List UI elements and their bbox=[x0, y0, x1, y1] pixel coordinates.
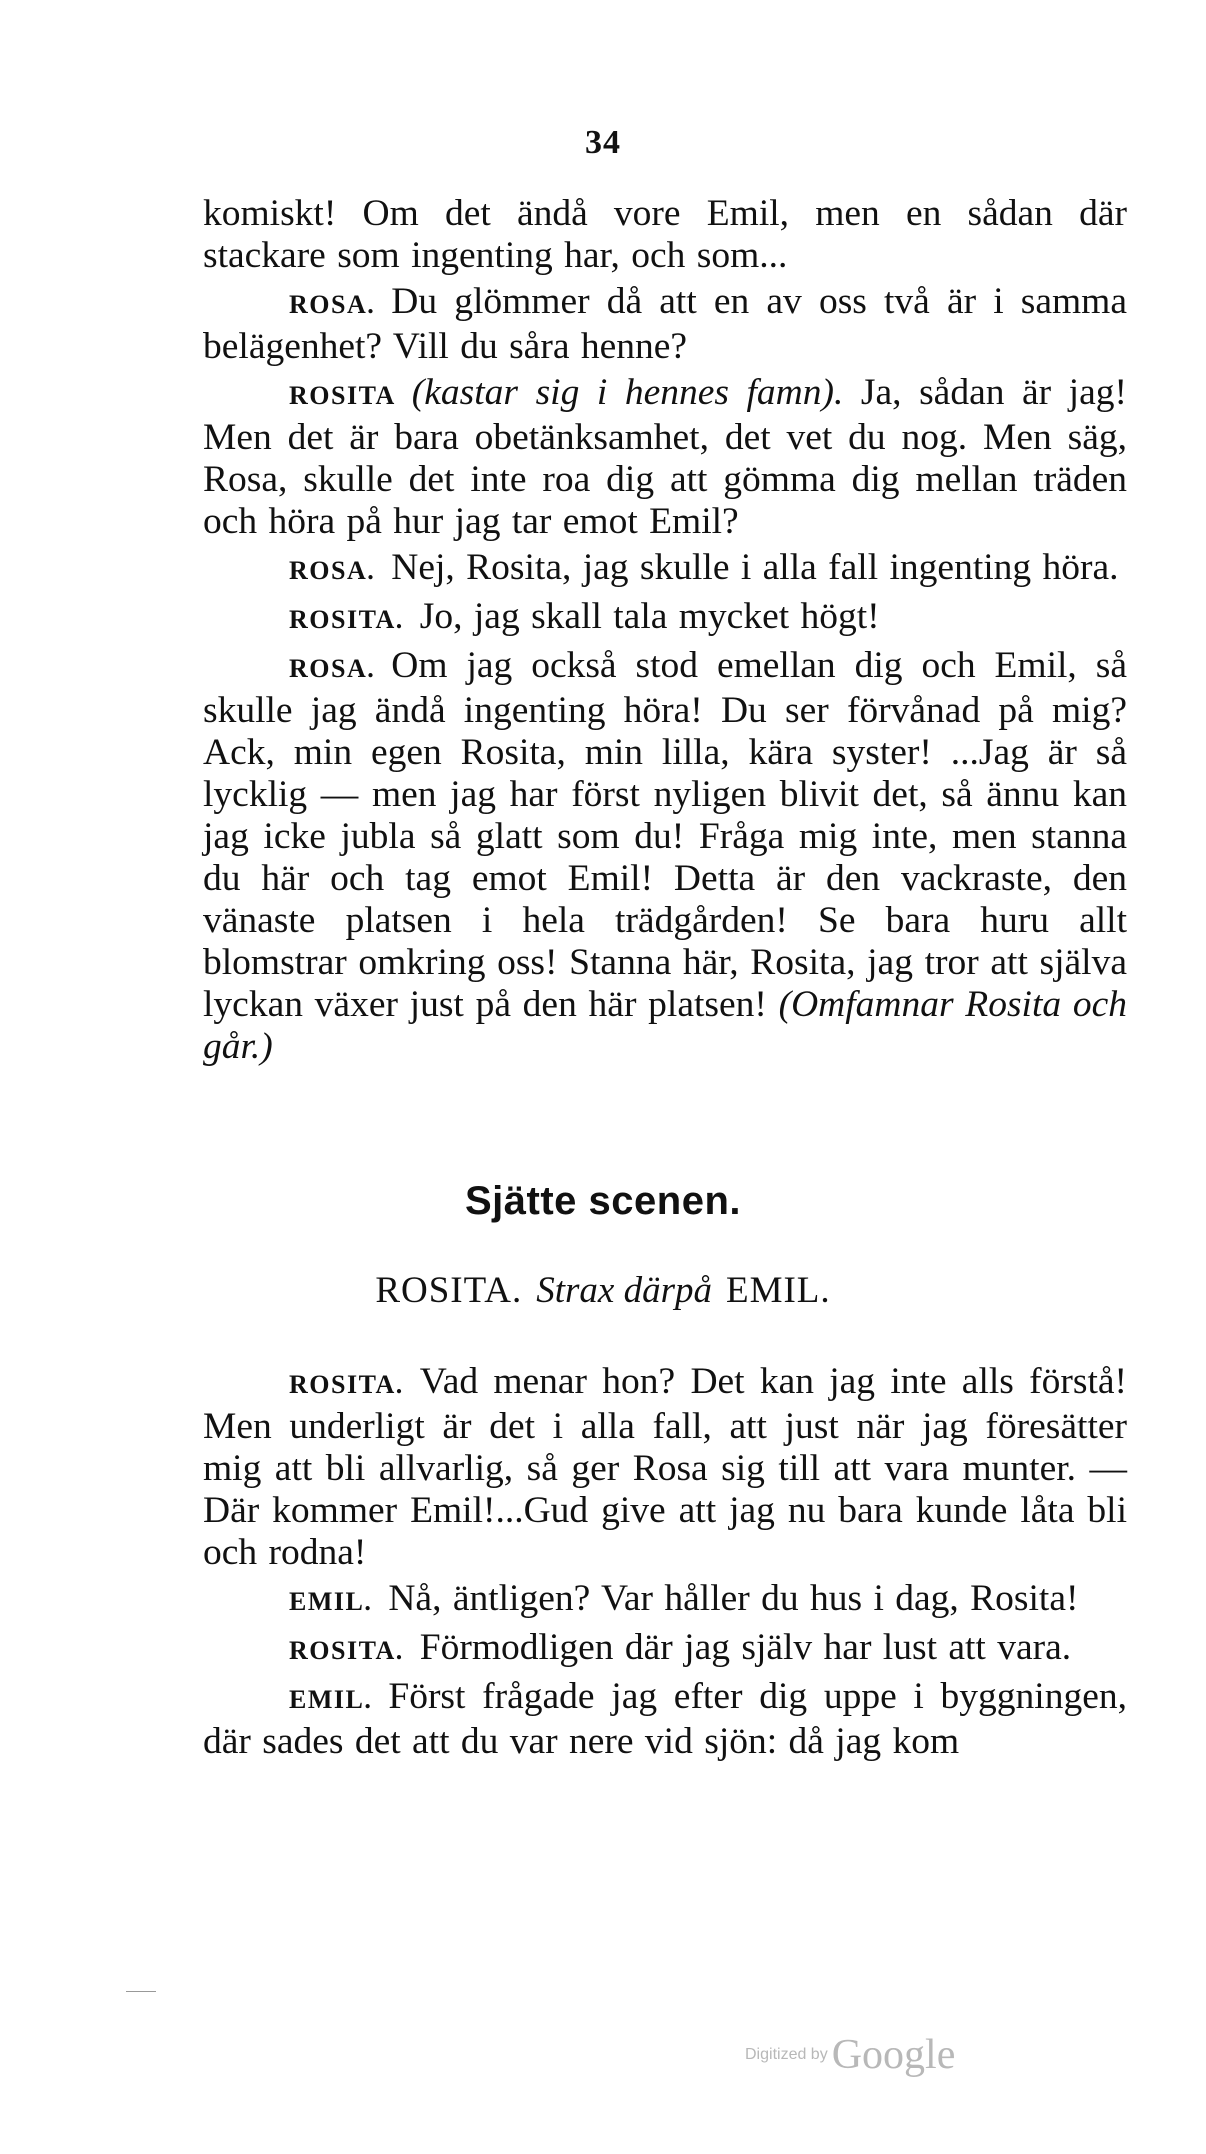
cast-name: ROSITA. bbox=[375, 1270, 523, 1311]
stage-direction: (kastar sig i hennes famn). bbox=[411, 372, 844, 413]
speaker-name: ROSA. bbox=[289, 654, 376, 683]
scene-cast-line bbox=[0, 1269, 1206, 1312]
dialogue-paragraph bbox=[203, 547, 1127, 592]
margin-mark bbox=[126, 1991, 156, 1992]
dialogue-paragraph bbox=[203, 645, 1127, 1068]
speaker-name: ROSITA bbox=[289, 381, 396, 410]
dialogue-paragraph bbox=[203, 193, 1127, 277]
dialogue-paragraph bbox=[203, 596, 1127, 641]
dialogue-paragraph bbox=[203, 372, 1127, 543]
speaker-name: ROSA. bbox=[289, 556, 376, 585]
dialogue-section-before-scene bbox=[203, 193, 1127, 1068]
speaker-name: ROSITA. bbox=[289, 605, 404, 634]
paragraph-text: Nå, äntligen? Var håller du hus i dag, Rosita! bbox=[388, 1578, 1079, 1619]
stage-direction: (Omfamnar Rosita och går.) bbox=[203, 984, 1127, 1067]
paragraph-text: Om jag också stod emellan dig och Emil, så skulle jag ändå ingenting höra! Du ser förvånad på mig? Ack, min egen Rosita, min lilla, kära syster! ...Jag är så lycklig — men jag har först nyligen blivit det, så ännu kan jag icke jubla så glatt som du! Fråga mig inte, men stanna du här och tag emot Emil! Detta är den vackraste, den vänaste platsen i hela trädgården! Se bara huru allt blomstrar omkring oss! Stanna här, Rosita, jag tror att själva lyckan växer just på den här platsen! bbox=[203, 645, 1127, 1025]
watermark-prefix: Digitized by bbox=[745, 2046, 828, 2063]
paragraph-text: Du glömmer då att en av oss två är i samma belägenhet? Vill du såra henne? bbox=[203, 281, 1127, 367]
dialogue-paragraph bbox=[203, 1676, 1127, 1763]
speaker-name: ROSA. bbox=[289, 290, 376, 319]
dialogue-section-after-scene bbox=[203, 1357, 1127, 1763]
speaker-name: ROSITA. bbox=[289, 1636, 404, 1665]
page-number: 34 bbox=[585, 124, 621, 161]
watermark-brand: Google bbox=[831, 2032, 956, 2078]
paragraph-text: Ja, sådan är jag! Men det är bara obetänksamhet, det vet du nog. Men säg, Rosa, skulle det inte roa dig att gömma dig mellan träden och höra på hur jag tar emot Emil? bbox=[203, 372, 1127, 542]
digitization-watermark bbox=[745, 2031, 955, 2079]
paragraph-text: komiskt! Om det ändå vore Emil, men en sådan där stackare som ingenting har, och som... bbox=[203, 193, 1127, 276]
dialogue-paragraph bbox=[203, 1578, 1127, 1623]
paragraph-text: Nej, Rosita, jag skulle i alla fall ingenting höra. bbox=[391, 547, 1119, 588]
cast-name: EMIL. bbox=[725, 1270, 831, 1311]
cast-stage-direction: Strax därpå bbox=[536, 1270, 712, 1311]
dialogue-paragraph bbox=[203, 1627, 1127, 1672]
speaker-name: ROSITA. bbox=[289, 1370, 404, 1399]
scene-heading: Sjätte scenen. bbox=[464, 1179, 741, 1223]
paragraph-text: Förmodligen där jag själv har lust att vara. bbox=[419, 1627, 1072, 1668]
speaker-name: EMIL. bbox=[289, 1587, 373, 1616]
speaker-name: EMIL. bbox=[289, 1685, 373, 1714]
dialogue-paragraph bbox=[203, 281, 1127, 368]
dialogue-paragraph bbox=[203, 1361, 1127, 1574]
paragraph-text: Vad menar hon? Det kan jag inte alls förstå! Men underligt är det i alla fall, att just när jag föresätter mig att bli allvarlig, så ger Rosa sig till att vara munter. — Där kommer Emil!...Gud give att jag nu bara kunde låta bli och rodna! bbox=[203, 1361, 1127, 1573]
paragraph-text: Jo, jag skall tala mycket högt! bbox=[419, 596, 880, 637]
paragraph-text: Först frågade jag efter dig uppe i byggningen, där sades det att du var nere vid sjön: då jag kom bbox=[203, 1676, 1127, 1762]
